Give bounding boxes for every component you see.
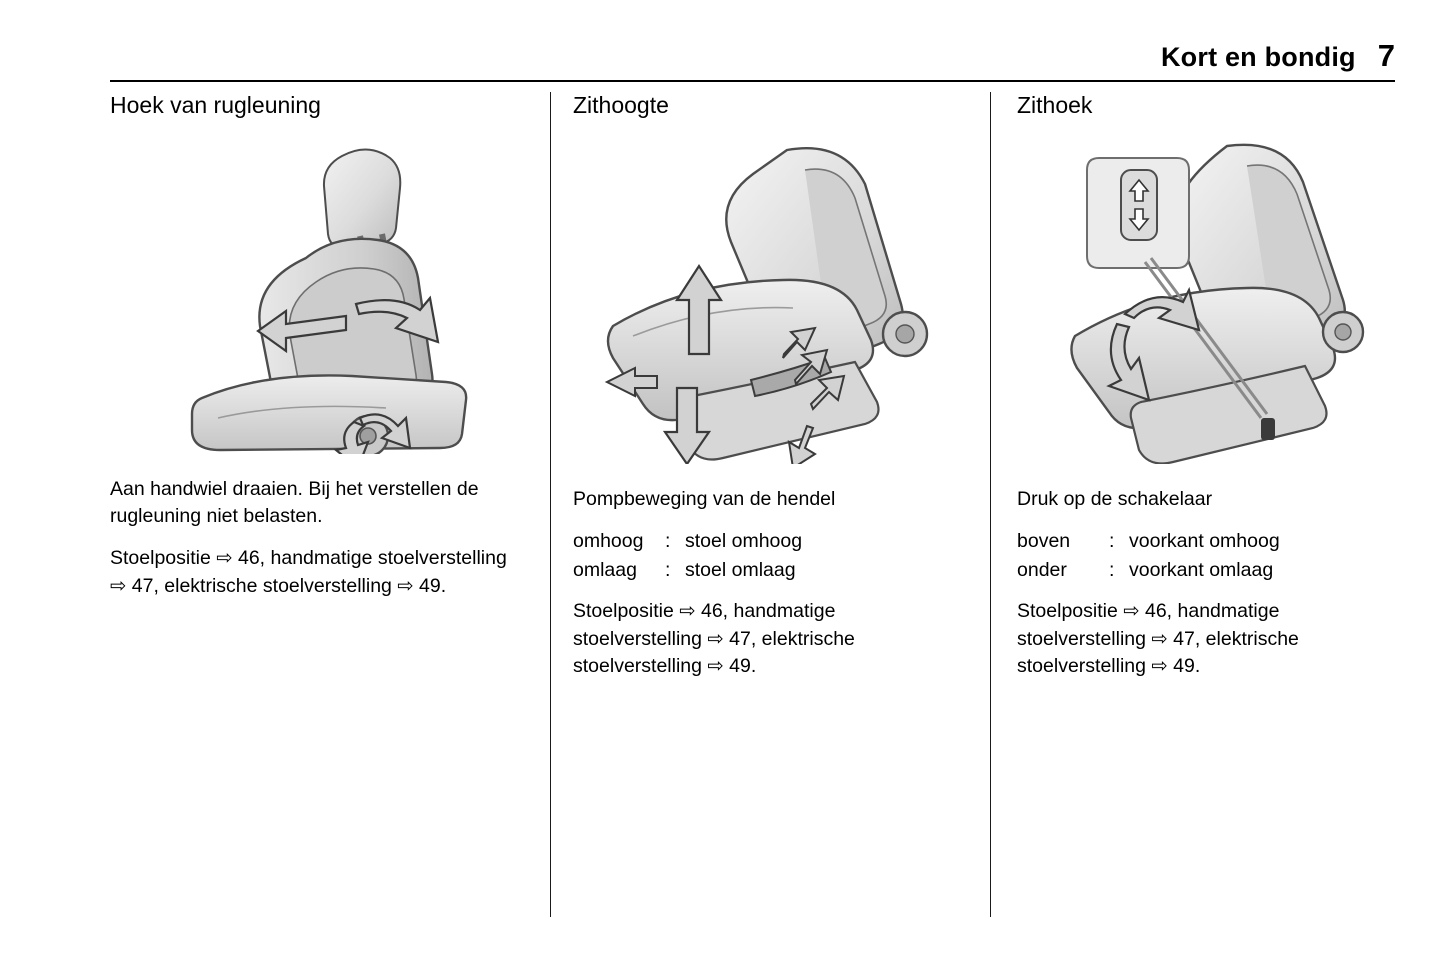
key-value-row [573, 527, 968, 555]
section-title-seat-tilt: Zithoek [1017, 92, 1093, 118]
key-value-row [1017, 556, 1395, 584]
key-separator: : [665, 558, 671, 581]
key-label: omhoog [573, 530, 644, 553]
column-seat-height [550, 92, 990, 917]
content-columns [110, 92, 1395, 917]
key-separator: : [1109, 558, 1115, 581]
value-label: voorkant omhoog [1129, 530, 1280, 553]
seat-backrest-angle-illustration [110, 136, 524, 454]
seat-height-illustration [573, 136, 968, 464]
page-header [110, 30, 1395, 82]
section-body-backrest-angle: Aan handwiel draaien. Bij het verstellen de rugleuning niet belasten. [110, 477, 479, 528]
column-backrest-angle [110, 92, 550, 917]
key-label: omlaag [573, 558, 637, 581]
value-label: voorkant omlaag [1129, 558, 1274, 581]
key-value-row [1017, 527, 1395, 555]
section-title-seat-height: Zithoogte [573, 92, 669, 118]
section-reference-seat-tilt: Stoelpositie ⇨ 46, handmatige stoelverstelling ⇨ 47, elektrische stoelverstelling ⇨ 49. [1017, 599, 1299, 678]
section-reference-backrest-angle: Stoelpositie ⇨ 46, handmatige stoelverstelling ⇨ 47, elektrische stoelverstelling ⇨ 49. [110, 546, 507, 597]
key-label: boven [1017, 530, 1071, 553]
value-label: stoel omhoog [685, 530, 803, 553]
section-reference-seat-height: Stoelpositie ⇨ 46, handmatige stoelverstelling ⇨ 47, elektrische stoelverstelling ⇨ 49. [573, 599, 855, 678]
column-seat-tilt [990, 92, 1395, 917]
key-label: onder [1017, 558, 1067, 581]
value-label: stoel omlaag [685, 558, 796, 581]
key-separator: : [1109, 530, 1115, 553]
page-number: 7 [1377, 38, 1395, 73]
seat-height-key-values [573, 527, 968, 584]
key-value-row [573, 556, 968, 584]
section-body-seat-tilt: Druk op de schakelaar [1017, 487, 1213, 510]
seat-tilt-illustration [1017, 136, 1395, 464]
page-title: Kort en bondig [1160, 42, 1356, 72]
page-header-inner [1161, 38, 1395, 74]
section-body-seat-height: Pompbeweging van de hendel [573, 487, 836, 510]
seat-tilt-key-values [1017, 527, 1395, 584]
key-separator: : [665, 530, 671, 553]
section-title-backrest-angle: Hoek van rugleuning [110, 92, 321, 118]
